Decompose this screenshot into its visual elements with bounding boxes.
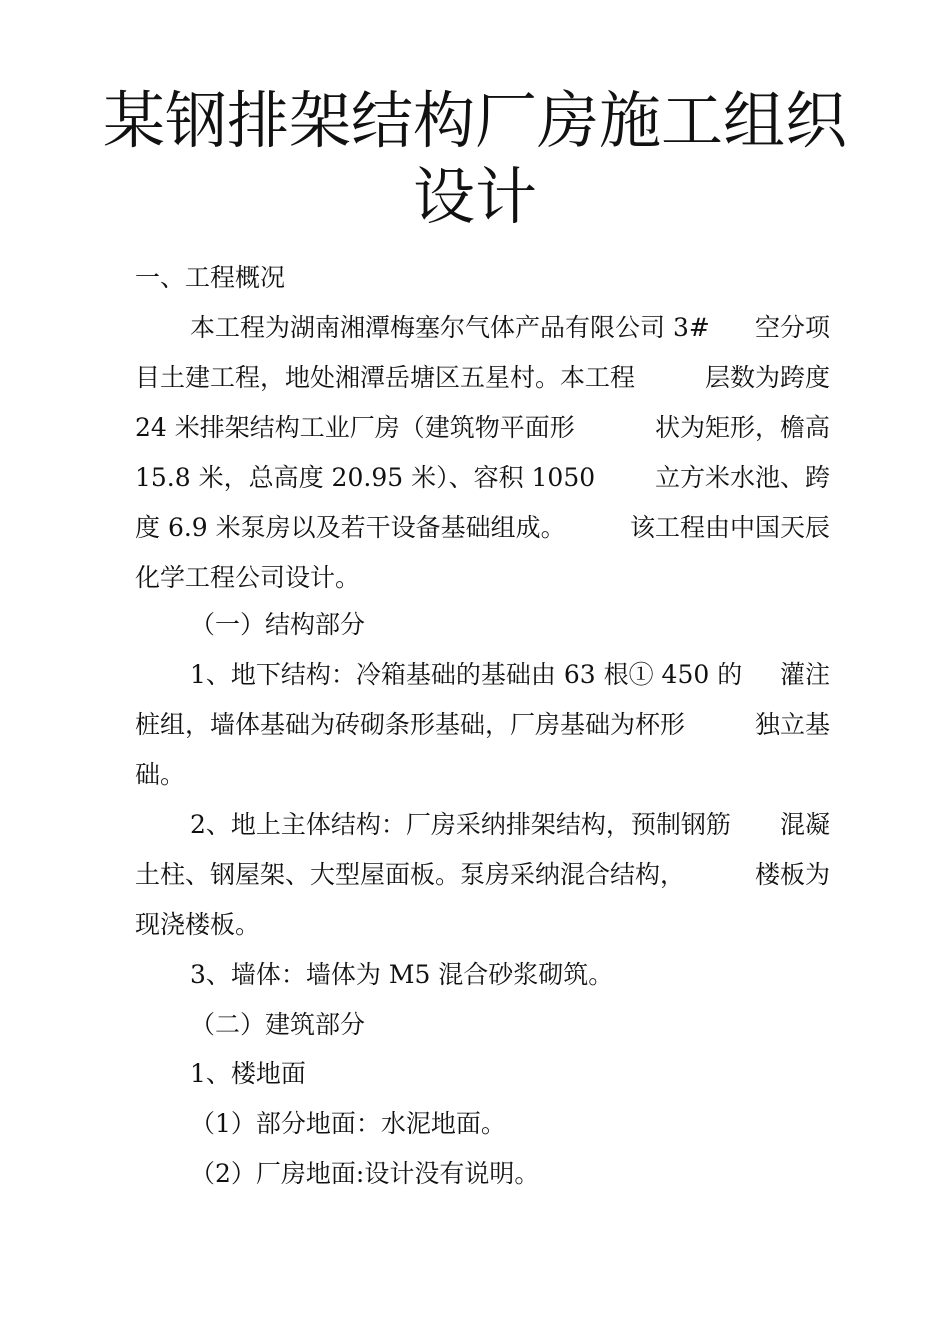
list-item-floor-workshop: （2）厂房地面:设计没有说明。 bbox=[190, 1159, 540, 1188]
paragraph-line bbox=[135, 710, 830, 740]
paragraph-line-last: 础。 bbox=[135, 760, 186, 789]
paragraph-line bbox=[135, 363, 830, 393]
subsection-heading-architecture: （二）建筑部分 bbox=[190, 1010, 366, 1039]
paragraph-line bbox=[135, 513, 830, 543]
text-segment: 24 米排架结构工业厂房（建筑物平面形 bbox=[135, 413, 575, 442]
text-segment: 桩组，墙体基础为砖砌条形基础，厂房基础为杯形 bbox=[135, 710, 686, 739]
text-segment: 空分项 bbox=[754, 313, 830, 342]
text-segment: 独立基 bbox=[754, 710, 830, 739]
text-segment: 15.8 米，总高度 20.95 米）、容积 1050 bbox=[135, 463, 596, 492]
paragraph-line bbox=[190, 660, 830, 690]
list-item-floor-part: （1）部分地面：水泥地面。 bbox=[190, 1109, 506, 1138]
text-segment: 土柱、钢屋架、大型屋面板。泵房采纳混合结构， bbox=[135, 860, 686, 889]
text-segment: 混凝 bbox=[779, 810, 830, 839]
paragraph-line bbox=[190, 313, 830, 343]
text-segment: 目土建工程，地处湘潭岳塘区五星村。本工程 bbox=[135, 363, 636, 392]
text-segment: 楼板为 bbox=[754, 860, 830, 889]
paragraph-line bbox=[135, 860, 830, 890]
text-segment: 2、地上主体结构：厂房采纳排架结构，预制钢筋 bbox=[190, 810, 731, 839]
subsection-heading-structure: （一）结构部分 bbox=[190, 610, 366, 639]
text-segment: 度 6.9 米泵房以及若干设备基础组成。 bbox=[135, 513, 566, 542]
paragraph-line-last: 化学工程公司设计。 bbox=[135, 563, 361, 592]
text-segment: 状为矩形，檐高 bbox=[654, 413, 830, 442]
section-heading-overview: 一、工程概况 bbox=[135, 263, 286, 292]
text-segment: 1、地下结构：冷箱基础的基础由 63 根① 450 的 bbox=[190, 660, 743, 689]
text-segment: 立方米水池、跨 bbox=[654, 463, 830, 492]
list-item-floors: 1、楼地面 bbox=[190, 1059, 306, 1088]
paragraph-line-last: 现浇楼板。 bbox=[135, 910, 261, 939]
paragraph-walls: 3、墙体：墙体为 M5 混合砂浆砌筑。 bbox=[190, 960, 614, 989]
document-title-line-1: 某钢排架结构厂房施工组织 bbox=[102, 84, 847, 157]
paragraph-line bbox=[190, 810, 830, 840]
paragraph-line bbox=[135, 463, 830, 493]
text-segment: 本工程为湖南湘潭梅塞尔气体产品有限公司 3# bbox=[190, 313, 710, 342]
text-segment: 该工程由中国天辰 bbox=[629, 513, 830, 542]
text-segment: 灌注 bbox=[779, 660, 830, 689]
document-title-line-2: 设计 bbox=[412, 160, 537, 233]
text-segment: 层数为跨度 bbox=[704, 363, 830, 392]
paragraph-line bbox=[135, 413, 830, 443]
